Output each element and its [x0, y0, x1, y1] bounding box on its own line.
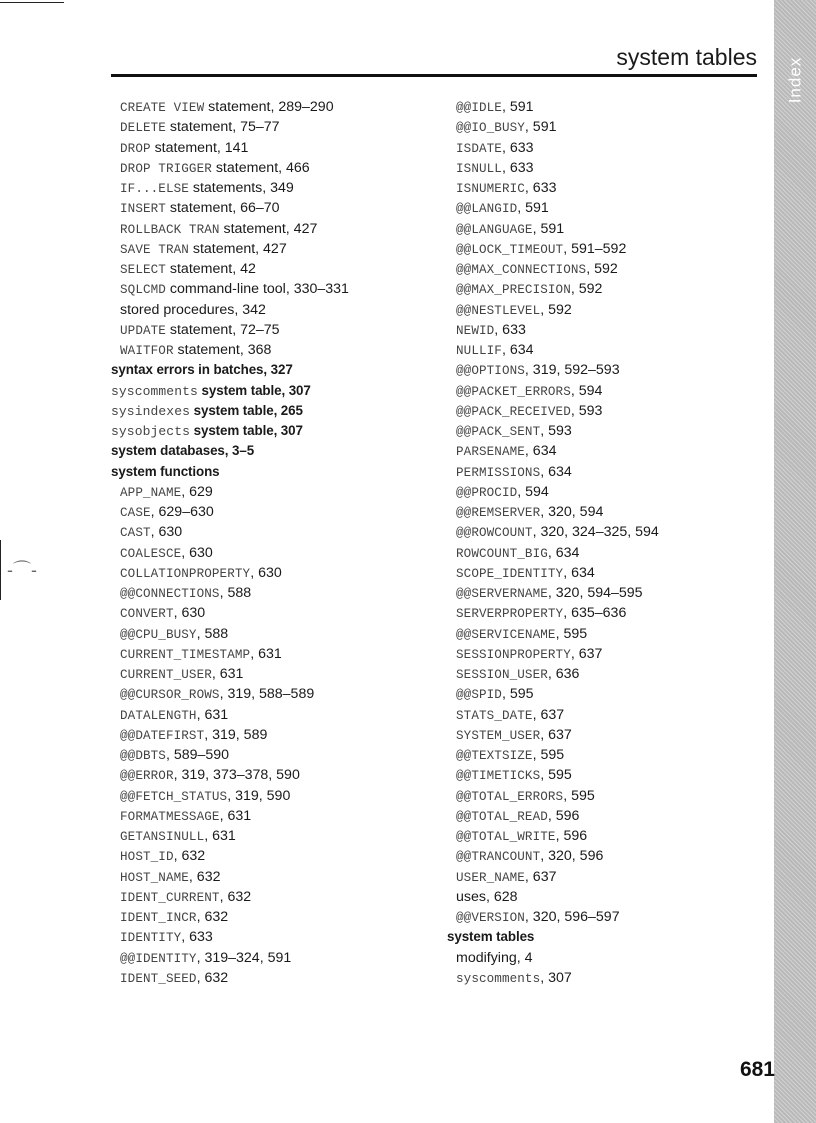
index-subentry	[447, 907, 777, 927]
entry-code-term: ISNULL	[456, 161, 502, 176]
index-subentry	[447, 219, 777, 239]
entry-code-term: DELETE	[120, 121, 166, 136]
entry-code-term: @@LANGID	[456, 202, 518, 217]
entry-code-term: @@ROWCOUNT	[456, 526, 533, 541]
entry-text: , 631	[211, 666, 244, 682]
index-subentry	[111, 867, 441, 887]
entry-code-term: syscomments	[456, 971, 541, 986]
entry-code-term: @@SERVERNAME	[456, 587, 548, 601]
entry-text: system table, 307	[190, 423, 303, 438]
entry-text: , 631	[219, 807, 252, 824]
index-subentry	[447, 725, 777, 745]
entry-code-term: COLLATIONPROPERTY	[120, 566, 251, 581]
index-subentry	[111, 806, 441, 826]
entry-code-term: UPDATE	[120, 323, 166, 338]
entry-text: , 632	[196, 969, 229, 986]
index-subentry	[111, 543, 441, 563]
entry-text: , 320, 594	[540, 504, 604, 520]
index-main-entry	[111, 462, 441, 482]
entry-text: , 634	[540, 463, 572, 480]
entry-text: , 637	[540, 726, 572, 743]
entry-text: , 307	[540, 969, 572, 986]
entry-text: , 632	[188, 868, 221, 885]
index-subentry	[111, 117, 441, 137]
index-subentry	[447, 340, 777, 360]
entry-code-term: @@OPTIONS	[456, 364, 525, 379]
index-subentry	[447, 482, 777, 502]
entry-text: , 589–590	[165, 747, 230, 763]
index-subentry	[111, 239, 441, 259]
entry-text: , 629	[181, 483, 213, 500]
entry-text: , 595	[532, 747, 565, 763]
index-thumb-label	[774, 50, 816, 110]
entry-code-term: CONVERT	[120, 607, 174, 622]
index-subentry	[111, 320, 441, 340]
index-subentry	[111, 522, 441, 542]
index-subentry	[447, 846, 777, 866]
index-subentry	[111, 765, 441, 785]
entry-text: , 595	[563, 787, 595, 804]
entry-text: statement, 427	[219, 220, 318, 237]
index-subentry	[447, 320, 777, 340]
entry-code-term: @@DBTS	[120, 749, 166, 763]
entry-text: syntax errors in batches, 327	[111, 362, 293, 378]
index-subentry	[447, 421, 777, 441]
entry-code-term: IF...ELSE	[120, 182, 189, 196]
entry-code-term: APP_NAME	[120, 485, 182, 500]
entry-text: , 632	[196, 909, 229, 925]
entry-text: statement, 466	[211, 159, 310, 176]
entry-code-term: @@ERROR	[120, 769, 174, 784]
entry-code-term: @@CONNECTIONS	[120, 587, 220, 601]
margin-glyph-text: -⌒-	[7, 560, 37, 580]
index-subentry	[111, 138, 441, 158]
index-subentry	[111, 300, 441, 320]
index-main-entry	[111, 421, 441, 441]
entry-code-term: NEWID	[456, 323, 495, 338]
index-subentry	[111, 583, 441, 603]
entry-text: , 633	[524, 180, 557, 196]
entry-text: , 591	[501, 99, 534, 115]
index-subentry	[447, 138, 777, 158]
index-subentry	[111, 644, 441, 664]
entry-text: statement, 289–290	[204, 99, 334, 115]
index-subentry	[111, 259, 441, 279]
entry-code-term: @@PACK_RECEIVED	[456, 404, 571, 419]
entry-text: , 596	[547, 807, 580, 824]
index-subentry	[111, 97, 441, 117]
index-subentry	[111, 907, 441, 927]
entry-text: system table, 307	[197, 382, 311, 398]
entry-code-term: syscomments	[111, 383, 198, 399]
entry-text: , 632	[173, 848, 206, 865]
entry-code-term: @@IO_BUSY	[456, 121, 525, 136]
entry-code-term: IDENTITY	[120, 931, 182, 946]
entry-text: , 631	[196, 706, 229, 723]
entry-code-term: CREATE VIEW	[120, 101, 205, 115]
index-column-right	[447, 97, 777, 988]
index-subentry	[111, 178, 441, 198]
entry-text: , 588	[219, 585, 252, 601]
entry-text: , 634	[563, 564, 595, 581]
running-head: system tables	[616, 44, 757, 70]
entry-text: , 636	[547, 666, 580, 682]
index-subentry	[447, 968, 777, 988]
entry-text: statement, 42	[165, 261, 256, 277]
entry-text: , 630	[250, 564, 282, 581]
entry-code-term: @@SERVICENAME	[456, 627, 556, 642]
entry-code-term: IDENT_CURRENT	[120, 890, 220, 905]
entry-code-term: INSERT	[120, 202, 166, 217]
index-subentry	[111, 684, 441, 704]
entry-text: , 320, 594–595	[547, 585, 643, 601]
entry-text: , 633	[181, 929, 213, 946]
entry-code-term: IDENT_INCR	[120, 911, 197, 925]
entry-text: , 637	[532, 706, 565, 723]
index-main-entry	[447, 927, 777, 947]
entry-text: , 320, 596	[540, 848, 604, 865]
entry-text: system table, 265	[190, 402, 303, 418]
entry-code-term: CURRENT_USER	[120, 668, 212, 682]
entry-text: , 633	[501, 159, 534, 176]
entry-text: , 634	[501, 342, 534, 358]
index-subentry	[447, 158, 777, 178]
index-subentry	[111, 968, 441, 988]
entry-text: , 588	[196, 625, 229, 642]
entry-text: statement, 75–77	[165, 119, 280, 136]
entry-code-term: ISDATE	[456, 141, 502, 156]
entry-text: , 593	[540, 423, 572, 439]
entry-text: statement, 427	[188, 240, 287, 257]
entry-code-term: SYSTEM_USER	[456, 728, 541, 743]
entry-code-term: CAST	[120, 526, 151, 541]
entry-code-term: DATALENGTH	[120, 708, 197, 723]
index-subentry	[447, 117, 777, 137]
index-subentry	[447, 826, 777, 846]
index-column-left	[111, 97, 441, 988]
entry-text: , 637	[524, 868, 557, 885]
entry-text: , 319, 590	[227, 787, 291, 804]
entry-code-term: HOST_ID	[120, 850, 174, 865]
index-subentry	[111, 502, 441, 522]
entry-code-term: ROWCOUNT_BIG	[456, 546, 548, 561]
entry-code-term: @@VERSION	[456, 911, 525, 925]
entry-text: command-line tool, 330–331	[165, 281, 349, 298]
index-subentry	[447, 462, 777, 482]
entry-code-term: HOST_NAME	[120, 870, 189, 885]
entry-text: statement, 368	[173, 342, 272, 358]
entry-code-term: @@FETCH_STATUS	[120, 789, 228, 804]
entry-text: statement, 141	[150, 139, 249, 156]
entry-text: , 594	[517, 483, 549, 500]
index-main-entry	[111, 360, 441, 380]
entry-code-term: FORMATMESSAGE	[120, 809, 220, 824]
entry-text: , 594	[570, 382, 603, 399]
entry-code-term: DROP	[120, 141, 151, 156]
index-subentry	[447, 664, 777, 684]
entry-text: , 591	[517, 200, 549, 217]
index-subentry	[111, 725, 441, 745]
entry-text: , 592	[586, 261, 618, 277]
entry-text: , 320, 596–597	[524, 909, 620, 925]
entry-text: , 319, 373–378, 590	[173, 767, 300, 784]
entry-code-term: SESSIONPROPERTY	[456, 647, 571, 662]
index-subentry	[447, 300, 777, 320]
entry-code-term: @@MAX_CONNECTIONS	[456, 263, 587, 277]
index-subentry	[447, 603, 777, 623]
entry-code-term: @@TOTAL_WRITE	[456, 830, 556, 844]
index-subentry	[447, 502, 777, 522]
index-main-entry	[111, 401, 441, 421]
entry-code-term: @@LANGUAGE	[456, 222, 533, 237]
index-subentry	[111, 279, 441, 299]
index-subentry	[447, 745, 777, 765]
entry-code-term: SELECT	[120, 263, 166, 277]
entry-text: , 634	[524, 443, 557, 460]
index-subentry	[447, 441, 777, 461]
entry-text: , 319, 588–589	[219, 686, 315, 703]
entry-code-term: @@NESTLEVEL	[456, 303, 541, 318]
index-subentry	[111, 624, 441, 644]
entry-text: , 629–630	[150, 504, 214, 520]
entry-text: , 593	[570, 402, 603, 419]
entry-text: system functions	[111, 463, 220, 479]
entry-text: uses, 628	[456, 888, 518, 905]
entry-code-term: @@CURSOR_ROWS	[120, 688, 220, 703]
entry-code-term: WAITFOR	[120, 344, 174, 358]
index-subentry	[447, 279, 777, 299]
index-subentry	[447, 948, 777, 968]
index-subentry	[447, 97, 777, 117]
entry-code-term: @@TOTAL_READ	[456, 809, 548, 824]
index-subentry	[111, 705, 441, 725]
entry-code-term: USER_NAME	[456, 870, 525, 885]
entry-code-term: @@REMSERVER	[456, 506, 541, 520]
index-subentry	[111, 826, 441, 846]
index-subentry	[447, 887, 777, 907]
header-rule	[111, 74, 757, 77]
entry-code-term: CASE	[120, 506, 151, 520]
index-subentry	[447, 360, 777, 380]
entry-code-term: STATS_DATE	[456, 708, 533, 723]
entry-text: , 634	[547, 544, 580, 561]
index-main-entry	[111, 441, 441, 461]
index-subentry	[447, 178, 777, 198]
entry-text: system databases, 3–5	[111, 443, 255, 459]
entry-code-term: PARSENAME	[456, 445, 525, 460]
index-subentry	[111, 603, 441, 623]
entry-code-term: NULLIF	[456, 344, 502, 358]
entry-code-term: @@TEXTSIZE	[456, 749, 533, 763]
index-subentry	[111, 887, 441, 907]
entry-code-term: SERVERPROPERTY	[456, 607, 564, 622]
index-subentry	[111, 927, 441, 947]
entry-text: , 632	[219, 888, 252, 905]
index-subentry	[447, 543, 777, 563]
margin-binding-mark	[0, 540, 37, 600]
index-subentry	[111, 340, 441, 360]
entry-code-term: IDENT_SEED	[120, 971, 197, 986]
index-subentry	[111, 158, 441, 178]
index-subentry	[447, 198, 777, 218]
entry-code-term: ISNUMERIC	[456, 182, 525, 196]
entry-text: statements, 349	[188, 180, 294, 196]
entry-text: , 592	[570, 281, 603, 298]
entry-text: , 320, 324–325, 594	[532, 524, 659, 541]
entry-code-term: SAVE TRAN	[120, 242, 189, 257]
entry-text: , 319, 592–593	[524, 362, 620, 379]
page-number: 681	[739, 1058, 775, 1081]
entry-text: , 595	[540, 767, 572, 784]
entry-code-term: @@TOTAL_ERRORS	[456, 789, 564, 804]
index-subentry	[447, 867, 777, 887]
entry-text: , 635–636	[563, 605, 627, 622]
entry-code-term: SCOPE_IDENTITY	[456, 566, 564, 581]
entry-text: statement, 72–75	[165, 321, 280, 338]
entry-code-term: @@IDENTITY	[120, 951, 197, 966]
entry-text: , 630	[150, 524, 183, 541]
entry-text: , 592	[540, 301, 572, 318]
index-thumb-tab	[774, 0, 816, 1123]
entry-code-term: @@TRANCOUNT	[456, 850, 541, 865]
entry-text: , 596	[555, 828, 588, 844]
index-subentry	[447, 705, 777, 725]
index-subentry	[111, 563, 441, 583]
entry-text: , 595	[501, 686, 534, 703]
entry-text: , 595	[555, 625, 588, 642]
index-subentry	[111, 745, 441, 765]
entry-code-term: GETANSINULL	[120, 830, 205, 844]
index-subentry	[447, 786, 777, 806]
index-subentry	[447, 259, 777, 279]
entry-code-term: @@PACKET_ERRORS	[456, 384, 571, 399]
entry-text: , 630	[181, 544, 213, 561]
index-subentry	[447, 624, 777, 644]
index-subentry	[447, 583, 777, 603]
entry-code-term: @@PACK_SENT	[456, 425, 541, 439]
entry-code-term: sysindexes	[111, 403, 191, 419]
entry-text: , 631	[250, 645, 282, 662]
index-subentry	[111, 948, 441, 968]
entry-code-term: @@IDLE	[456, 101, 502, 115]
entry-text: , 591	[524, 119, 557, 136]
index-subentry	[447, 381, 777, 401]
index-subentry	[111, 664, 441, 684]
entry-code-term: @@PROCID	[456, 485, 518, 500]
index-subentry	[447, 522, 777, 542]
index-main-entry	[111, 381, 441, 401]
index-subentry	[447, 563, 777, 583]
entry-text: , 630	[173, 605, 206, 622]
entry-code-term: @@LOCK_TIMEOUT	[456, 242, 564, 257]
entry-text: modifying, 4	[456, 949, 533, 966]
index-subentry	[447, 401, 777, 421]
index-subentry	[111, 482, 441, 502]
index-subentry	[111, 846, 441, 866]
entry-text: , 633	[501, 139, 534, 156]
entry-text: stored procedures, 342	[120, 301, 266, 318]
index-subentry	[447, 239, 777, 259]
entry-text: , 633	[494, 321, 526, 338]
entry-code-term: @@SPID	[456, 688, 502, 703]
entry-code-term: CURRENT_TIMESTAMP	[120, 647, 251, 662]
entry-text: , 591–592	[563, 240, 627, 257]
index-subentry	[111, 786, 441, 806]
crop-mark	[0, 2, 64, 3]
entry-code-term: @@DATEFIRST	[120, 728, 205, 743]
entry-text: , 631	[204, 828, 236, 844]
entry-code-term: COALESCE	[120, 546, 182, 561]
entry-code-term: ROLLBACK TRAN	[120, 222, 220, 237]
index-subentry	[447, 684, 777, 704]
entry-text: , 319, 589	[204, 726, 268, 743]
entry-text: system tables	[447, 929, 535, 945]
entry-code-term: @@CPU_BUSY	[120, 627, 197, 642]
entry-text: , 591	[532, 220, 565, 237]
index-subentry	[447, 765, 777, 785]
index-subentry	[111, 219, 441, 239]
index-subentry	[447, 644, 777, 664]
entry-code-term: SESSION_USER	[456, 668, 548, 682]
index-subentry	[447, 806, 777, 826]
entry-code-term: @@MAX_PRECISION	[456, 283, 571, 298]
entry-code-term: DROP TRIGGER	[120, 161, 212, 176]
entry-text: statement, 66–70	[165, 200, 280, 217]
entry-code-term: @@TIMETICKS	[456, 769, 541, 784]
entry-code-term: sysobjects	[111, 424, 191, 439]
entry-code-term: SQLCMD	[120, 283, 166, 298]
entry-code-term: PERMISSIONS	[456, 465, 541, 480]
thumb-tab-text: Index	[785, 56, 804, 104]
entry-text: , 319–324, 591	[196, 949, 292, 966]
entry-text: , 637	[570, 645, 603, 662]
index-subentry	[111, 198, 441, 218]
